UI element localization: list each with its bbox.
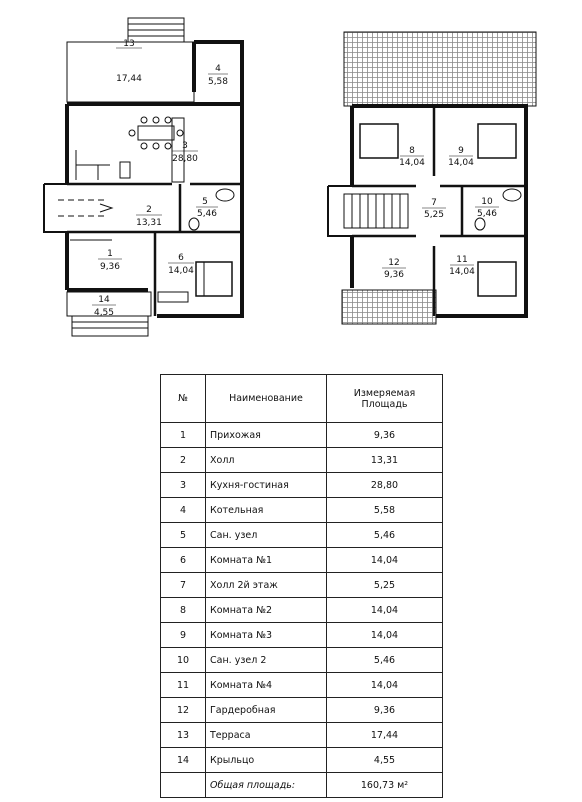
row-name: Холл [206, 448, 327, 473]
row-area: 17,44 [327, 723, 443, 748]
room-5-area: 5,46 [196, 209, 218, 219]
tv-unit [120, 162, 130, 178]
table-row [161, 698, 443, 723]
room-5-num: 5 [202, 197, 208, 207]
row-num: 6 [161, 548, 206, 573]
row-name: Сан. узел [206, 523, 327, 548]
row-name: Крыльцо [206, 748, 327, 773]
table-row [161, 573, 443, 598]
wc2-bathtub [503, 189, 521, 201]
room-12-num: 12 [388, 258, 400, 268]
living-sofa [76, 150, 110, 180]
staircase [344, 194, 408, 228]
room11-bed [478, 262, 516, 296]
room-13-area: 17,44 [116, 74, 142, 84]
room-8-num: 8 [409, 146, 415, 156]
room-13-num: 13 [123, 39, 135, 49]
room-9-area: 14,04 [448, 158, 474, 168]
room-10-num: 10 [481, 197, 493, 207]
hall-arrow-head [100, 204, 112, 212]
ground-floor-plan [44, 18, 242, 336]
total-label: Общая площадь: [206, 773, 327, 798]
room-14-num: 14 [98, 295, 110, 305]
roof-top [344, 32, 536, 106]
room-1-num: 1 [107, 249, 113, 259]
row-name: Сан. узел 2 [206, 648, 327, 673]
room-6-num: 6 [178, 253, 184, 263]
row-area: 9,36 [327, 423, 443, 448]
table-row [161, 623, 443, 648]
dining-table [138, 126, 174, 140]
table-row [161, 598, 443, 623]
header-num: № [161, 375, 206, 423]
ground-floor-labels [92, 39, 228, 318]
wc-toilet [189, 218, 199, 230]
room8-bed [360, 124, 398, 158]
room6-bed [196, 262, 232, 296]
table-row [161, 448, 443, 473]
upper-floor-plan [328, 32, 536, 324]
table-header-row [161, 375, 443, 423]
row-name: Комната №2 [206, 598, 327, 623]
table-body [161, 423, 443, 773]
table-total-row [161, 773, 443, 798]
row-area: 5,58 [327, 498, 443, 523]
area-table [160, 374, 443, 798]
row-num: 4 [161, 498, 206, 523]
row-area: 13,31 [327, 448, 443, 473]
row-area: 5,46 [327, 523, 443, 548]
table-row [161, 723, 443, 748]
row-area: 5,25 [327, 573, 443, 598]
room-11-num: 11 [456, 255, 468, 265]
header-area: Измеряемая Площадь [327, 375, 443, 423]
row-area: 28,80 [327, 473, 443, 498]
row-name: Прихожая [206, 423, 327, 448]
room-6-area: 14,04 [168, 266, 194, 276]
row-num: 7 [161, 573, 206, 598]
total-value: 160,73 м² [327, 773, 443, 798]
row-num: 14 [161, 748, 206, 773]
row-area: 4,55 [327, 748, 443, 773]
row-name: Комната №4 [206, 673, 327, 698]
header-name: Наименование [206, 375, 327, 423]
room9-bed [478, 124, 516, 158]
row-area: 14,04 [327, 548, 443, 573]
row-num: 5 [161, 523, 206, 548]
row-num: 12 [161, 698, 206, 723]
table-row [161, 523, 443, 548]
row-area: 14,04 [327, 598, 443, 623]
row-area: 14,04 [327, 673, 443, 698]
row-name: Котельная [206, 498, 327, 523]
row-num: 10 [161, 648, 206, 673]
row-num: 2 [161, 448, 206, 473]
row-num: 9 [161, 623, 206, 648]
row-name: Комната №3 [206, 623, 327, 648]
table-row [161, 473, 443, 498]
row-num: 11 [161, 673, 206, 698]
terrace-steps [128, 18, 184, 42]
room-7-area: 5,25 [423, 210, 445, 220]
room-1-area: 9,36 [99, 262, 121, 272]
row-name: Кухня-гостиная [206, 473, 327, 498]
room-3-area: 28,80 [172, 154, 198, 164]
wc2-toilet [475, 218, 485, 230]
room-12-area: 9,36 [383, 270, 405, 280]
roof-bottom [342, 290, 436, 324]
row-name: Холл 2й этаж [206, 573, 327, 598]
row-name: Гардеробная [206, 698, 327, 723]
row-num: 3 [161, 473, 206, 498]
porch-steps [72, 316, 148, 336]
row-area: 9,36 [327, 698, 443, 723]
row-num: 13 [161, 723, 206, 748]
room-8-area: 14,04 [399, 158, 425, 168]
room-4-num: 4 [215, 64, 221, 74]
room-2-area: 13,31 [136, 218, 162, 228]
row-name: Комната №1 [206, 548, 327, 573]
dining-chairs [129, 117, 183, 149]
room-11-area: 14,04 [449, 267, 475, 277]
room-2-num: 2 [146, 205, 152, 215]
table-row [161, 748, 443, 773]
table-row [161, 498, 443, 523]
hall-protrusion [44, 184, 67, 232]
terrace-outline [67, 42, 194, 102]
room-9-num: 9 [458, 146, 464, 156]
table-row [161, 548, 443, 573]
row-num: 8 [161, 598, 206, 623]
row-area: 14,04 [327, 623, 443, 648]
row-num: 1 [161, 423, 206, 448]
row-area: 5,46 [327, 648, 443, 673]
room-14-area: 4,55 [93, 308, 115, 318]
hall-arrow [58, 200, 108, 216]
floor-plans [0, 0, 582, 360]
room-7-num: 7 [431, 198, 437, 208]
table-row [161, 673, 443, 698]
row-name: Терраса [206, 723, 327, 748]
table-row [161, 648, 443, 673]
wc-bathtub [216, 189, 234, 201]
room-4-area: 5,58 [207, 77, 229, 87]
room6-desk [158, 292, 188, 302]
room-3-num: 3 [182, 141, 188, 151]
table-row [161, 423, 443, 448]
room-10-area: 5,46 [476, 209, 498, 219]
